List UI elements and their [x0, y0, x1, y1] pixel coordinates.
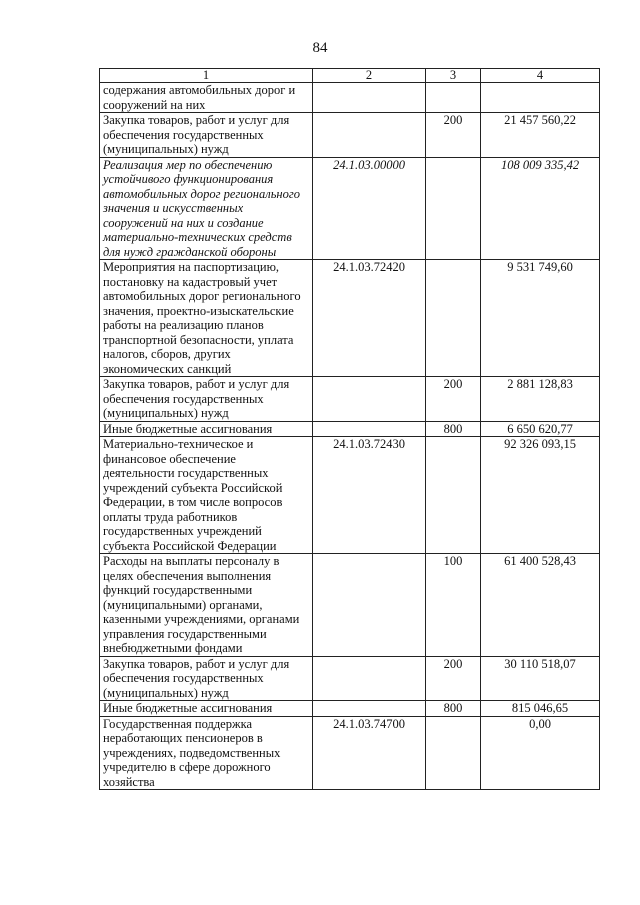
row-code-cell: 24.1.03.72430 — [313, 437, 426, 554]
row-name-cell: Реализация мер по обеспечению устойчивого функционирования автомобильных дорог регионального значения и искусственных сооружений на них и создание материально-технических средств для нужд гражданской обороны — [100, 157, 313, 260]
row-amount-cell: 0,00 — [481, 716, 600, 790]
table-row — [100, 421, 600, 437]
table-body — [100, 83, 600, 790]
table-row — [100, 83, 600, 113]
row-type-cell — [426, 437, 481, 554]
row-amount-cell: 61 400 528,43 — [481, 554, 600, 657]
table-row — [100, 716, 600, 790]
row-type-cell — [426, 716, 481, 790]
table-row — [100, 377, 600, 422]
row-amount-cell: 9 531 749,60 — [481, 260, 600, 377]
row-code-cell: 24.1.03.00000 — [313, 157, 426, 260]
row-code-cell — [313, 656, 426, 701]
row-amount-cell: 2 881 128,83 — [481, 377, 600, 422]
row-type-cell: 800 — [426, 421, 481, 437]
row-name-cell: Иные бюджетные ассигнования — [100, 701, 313, 717]
row-name-cell: Иные бюджетные ассигнования — [100, 421, 313, 437]
row-code-cell: 24.1.03.72420 — [313, 260, 426, 377]
row-code-cell: 24.1.03.74700 — [313, 716, 426, 790]
row-type-cell: 100 — [426, 554, 481, 657]
row-name-cell: Закупка товаров, работ и услуг для обеспечения государственных (муниципальных) нужд — [100, 113, 313, 158]
row-amount-cell: 815 046,65 — [481, 701, 600, 717]
table-header-row — [100, 69, 600, 83]
row-type-cell: 200 — [426, 113, 481, 158]
column-header-2: 2 — [313, 69, 426, 83]
row-name-cell: Закупка товаров, работ и услуг для обеспечения государственных (муниципальных) нужд — [100, 656, 313, 701]
row-name-cell: содержания автомобильных дорог и сооружений на них — [100, 83, 313, 113]
row-type-cell: 200 — [426, 656, 481, 701]
row-type-cell — [426, 83, 481, 113]
row-amount-cell — [481, 83, 600, 113]
row-code-cell — [313, 701, 426, 717]
row-code-cell — [313, 554, 426, 657]
row-amount-cell: 21 457 560,22 — [481, 113, 600, 158]
table-row — [100, 554, 600, 657]
table-row — [100, 656, 600, 701]
table-row — [100, 113, 600, 158]
row-name-cell: Расходы на выплаты персоналу в целях обеспечения выполнения функций государственными (муниципальными) органами, казенными учреждениями, органами управления государственными внебюджетными фондами — [100, 554, 313, 657]
row-type-cell — [426, 260, 481, 377]
table-row — [100, 437, 600, 554]
row-code-cell — [313, 113, 426, 158]
row-code-cell — [313, 83, 426, 113]
table-row — [100, 260, 600, 377]
budget-table — [99, 68, 600, 790]
row-amount-cell: 6 650 620,77 — [481, 421, 600, 437]
table-row — [100, 157, 600, 260]
column-header-4: 4 — [481, 69, 600, 83]
page-number: 84 — [312, 40, 328, 56]
row-type-cell: 200 — [426, 377, 481, 422]
row-name-cell: Государственная поддержка неработающих пенсионеров в учреждениях, подведомственных учредителю в сфере дорожного хозяйства — [100, 716, 313, 790]
row-code-cell — [313, 421, 426, 437]
row-type-cell: 800 — [426, 701, 481, 717]
table-row — [100, 701, 600, 717]
row-amount-cell: 92 326 093,15 — [481, 437, 600, 554]
row-amount-cell: 108 009 335,42 — [481, 157, 600, 260]
row-code-cell — [313, 377, 426, 422]
row-amount-cell: 30 110 518,07 — [481, 656, 600, 701]
column-header-1: 1 — [100, 69, 313, 83]
row-name-cell: Материально-техническое и финансовое обеспечение деятельности государственных учреждений субъекта Российской Федерации, в том числе вопросов оплаты труда работников государственных учреждений субъекта Российской Федерации — [100, 437, 313, 554]
column-header-3: 3 — [426, 69, 481, 83]
row-name-cell: Мероприятия на паспортизацию, постановку на кадастровый учет автомобильных дорог регионального значения, проектно-изыскательские работы на реализацию планов транспортной безопасности, уплата налогов, сборов, других экономических санкций — [100, 260, 313, 377]
row-name-cell: Закупка товаров, работ и услуг для обеспечения государственных (муниципальных) нужд — [100, 377, 313, 422]
row-type-cell — [426, 157, 481, 260]
